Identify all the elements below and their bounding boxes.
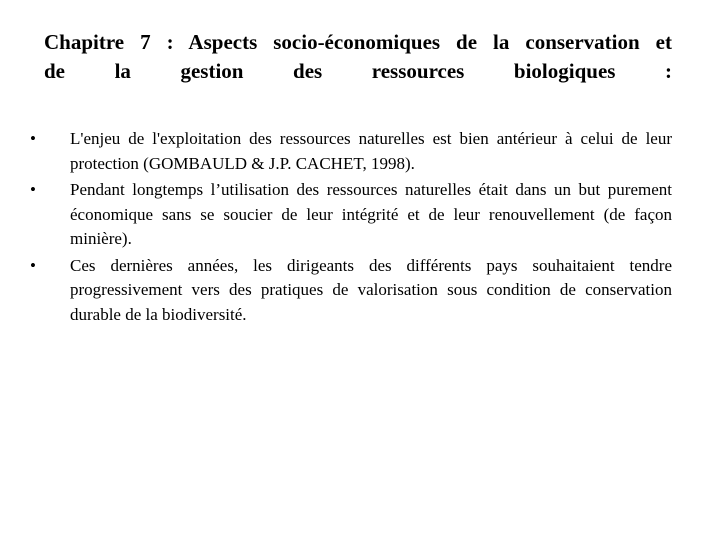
bullet-text-3: Ces dernières années, les dirigeants des différents pays souhaitaient tendre progressivement vers des pratiques de valorisation sous condition de conservation durable de la biodiversité. <box>70 255 672 324</box>
bullet-item-2 <box>30 178 672 252</box>
bullet-icon: • <box>30 129 36 148</box>
bullet-icon: • <box>30 180 36 199</box>
title-line-1: Chapitre 7 : Aspects socio-économiques de la conservation et <box>44 30 672 54</box>
title-line-2: de la gestion des ressources biologiques : <box>44 59 672 83</box>
bullet-icon: • <box>30 255 36 275</box>
bullet-text-1: L'enjeu de l'exploitation des ressources naturelles est bien antérieur à celui de leur protection (GOMBAULD & J.P. CACHET, 1998). <box>70 129 672 173</box>
bullet-text-2: Pendant longtemps l’utilisation des ressources naturelles était dans un but purement économique sans se soucier de leur intégrité et de leur renouvellement (de façon minière). <box>70 180 672 248</box>
bullet-item-1 <box>30 127 672 176</box>
bullet-list <box>30 127 672 329</box>
slide-title <box>44 28 672 86</box>
bullet-item-3 <box>30 254 672 328</box>
